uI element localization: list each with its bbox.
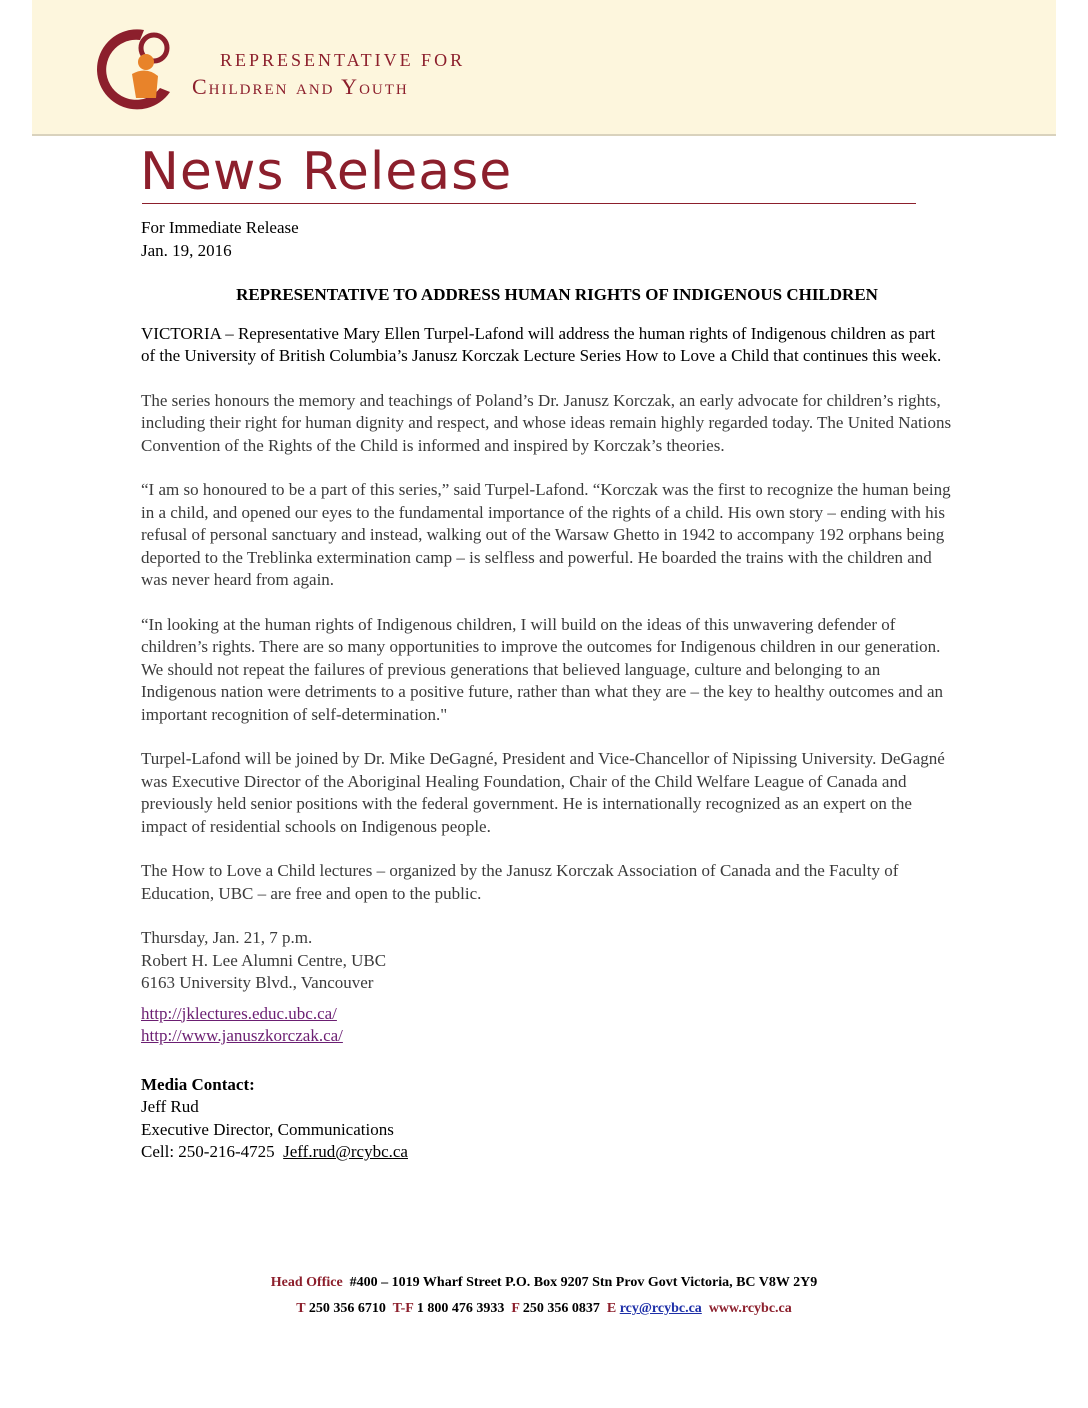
release-headline: REPRESENTATIVE TO ADDRESS HUMAN RIGHTS OF INDIGENOUS CHILDREN [236, 285, 878, 304]
contact-cell: Cell: 250-216-4725 [141, 1142, 275, 1161]
footer-website-link[interactable]: www.rcybc.ca [708, 1301, 792, 1316]
footer-office-address: #400 – 1019 Wharf Street P.O. Box 9207 Stn Prov Govt Victoria, BC V8W 2Y9 [349, 1275, 818, 1290]
paragraph-series: The series honours the memory and teachings of Poland’s Dr. Janusz Korczak, an early advocate for children’s rights, including their right for human dignity and respect, and whose ideas remain highly regarded today. The United Nations Convention of the Rights of the Child is informed and inspired by Korczak’s theories. [141, 390, 952, 455]
org-name-line1: REPRESENTATIVE FOR [220, 50, 466, 70]
footer-office [0, 1275, 1088, 1291]
paragraph-lectures: The How to Love a Child lectures – organized by the Janusz Korczak Association of Canada and the Faculty of Education, UBC – are free and open to the public. [141, 861, 899, 903]
event-details [141, 927, 953, 995]
event-when: Thursday, Jan. 21, 7 p.m. [141, 928, 313, 947]
release-body [141, 217, 953, 1164]
footer-tf-label: T-F [392, 1301, 414, 1316]
footer-office-label: Head Office [270, 1275, 343, 1290]
media-contact [141, 1074, 953, 1164]
footer-t-value: 250 356 6710 [308, 1301, 386, 1316]
footer-t-label: T [296, 1301, 306, 1316]
paragraph-intro: VICTORIA – Representative Mary Ellen Turpel-Lafond will address the human rights of Indigenous children as part of the University of British Columbia’s Janusz Korczak Lecture Series How to Love a Child that continues this week. [141, 323, 942, 365]
event-address: 6163 University Blvd., Vancouver [141, 973, 374, 992]
contact-name: Jeff Rud [141, 1097, 199, 1116]
link-januszkorczak[interactable]: http://www.januszkorczak.ca/ [141, 1026, 343, 1045]
org-name-line2: Children and Youth [192, 74, 409, 99]
link-list [141, 1003, 953, 1048]
contact-email-link[interactable]: Jeff.rud@rcybc.ca [283, 1142, 408, 1161]
immediacy-label: For Immediate Release [141, 218, 299, 237]
footer-contacts [0, 1301, 1088, 1317]
contact-title: Executive Director, Communications [141, 1119, 394, 1139]
contact-phone-email [141, 1141, 953, 1164]
event-venue: Robert H. Lee Alumni Centre, UBC [141, 950, 387, 970]
rcy-logo-icon [84, 22, 178, 114]
contact-heading: Media Contact: [141, 1074, 255, 1094]
paragraph-quote-1: “I am so honoured to be a part of this series,” said Turpel-Lafond. “Korczak was the first to recognize the human being in a child, and opened our eyes to the fundamental importance of the rights of a child. His own story – ending with his refusal of personal sanctuary and instead, walking out of the Warsaw Ghetto in 1942 to accompany 192 orphans being deported to the Treblinka extermination camp – is selfless and powerful. He boarded the trains with the children and was never heard from again. [141, 480, 951, 589]
footer-e-label: E [606, 1301, 617, 1316]
footer-email-link[interactable]: rcy@rcybc.ca [619, 1301, 702, 1316]
footer-tf-value: 1 800 476 3933 [416, 1301, 505, 1316]
link-jklectures[interactable]: http://jklectures.educ.ubc.ca/ [141, 1003, 337, 1023]
news-release-title: News Release [140, 142, 513, 202]
release-date: Jan. 19, 2016 [141, 240, 232, 260]
letterhead-banner [32, 0, 1056, 136]
paragraph-degagne: Turpel-Lafond will be joined by Dr. Mike DeGagné, President and Vice-Chancellor of Nipissing University. DeGagné was Executive Director of the Aboriginal Healing Foundation, Chair of the Child Welfare League of Canada and previously held senior positions with the federal government. He is internationally recognized as an expert on the impact of residential schools on Indigenous people. [141, 749, 945, 836]
footer-f-value: 250 356 0837 [522, 1301, 600, 1316]
title-divider [142, 203, 916, 204]
paragraph-quote-2: “In looking at the human rights of Indigenous children, I will build on the ideas of this unwavering defender of children’s rights. There are so many opportunities to improve the outcomes for Indigenous children in our generation. We should not repeat the failures of previous generations that believed language, culture and belonging to an Indigenous nation were detriments to a positive future, rather than what they are – the key to healthy outcomes and an important recognition of self-determination." [141, 614, 944, 724]
footer-f-label: F [511, 1301, 520, 1316]
